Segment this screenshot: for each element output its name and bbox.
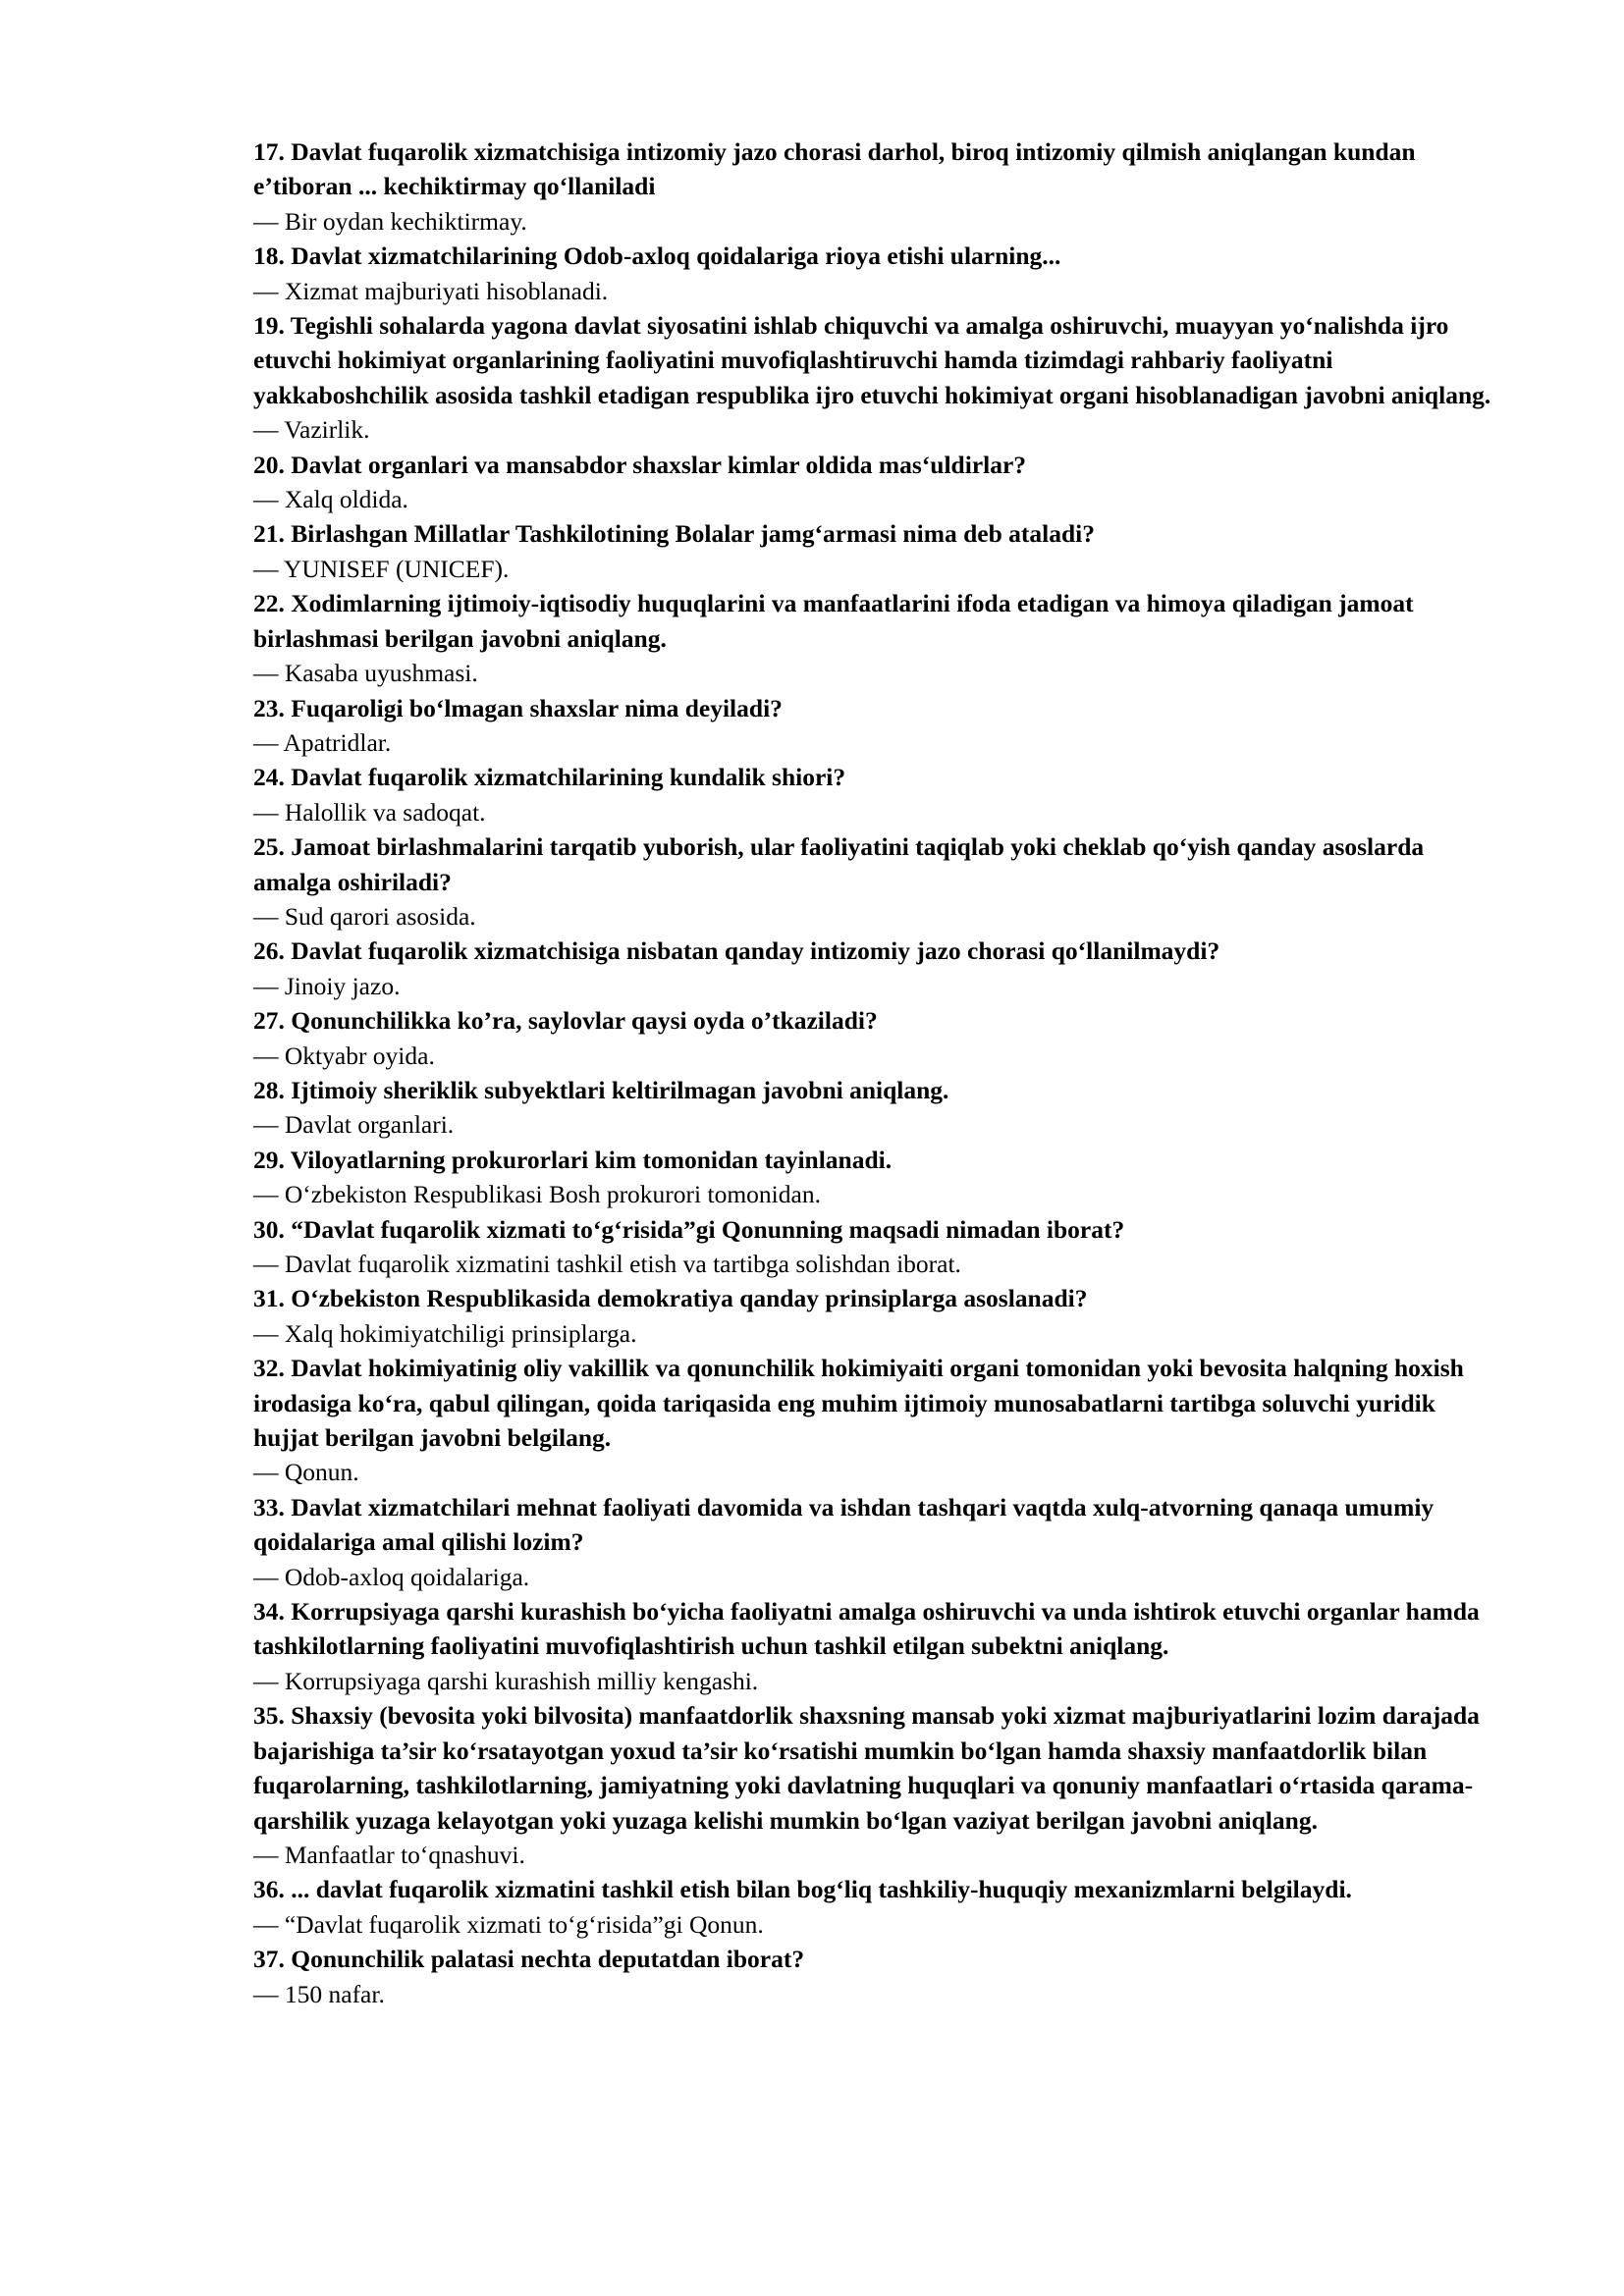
answer-37: — 150 nafar.: [253, 1979, 385, 2008]
question-29: 29. Viloyatlarning prokurorlari kim tomonidan tayinlanadi.: [253, 1145, 893, 1174]
question-36: 36. ... davlat fuqarolik xizmatini tashkil etish bilan bog‘liq tashkiliy-huquqiy mexanizmlarni belgilaydi.: [253, 1875, 1352, 1904]
answer-26: — Jinoiy jazo.: [253, 971, 401, 1000]
question-30: 30. “Davlat fuqarolik xizmati to‘g‘risida”gi Qonunning maqsadi nimadan iborat?: [253, 1214, 1125, 1244]
answer-24: — Halollik va sadoqat.: [253, 797, 486, 827]
answer-23: — Apatridlar.: [253, 727, 392, 757]
question-31: 31. O‘zbekiston Respublikasida demokratiya qanday prinsiplarga asoslanadi?: [253, 1284, 1088, 1313]
answer-21: — YUNISEF (UNICEF).: [253, 554, 510, 583]
answer-34: — Korrupsiyaga qarshi kurashish milliy kengashi.: [253, 1666, 759, 1695]
answer-29: — O‘zbekiston Respublikasi Bosh prokurori tomonidan.: [253, 1180, 821, 1209]
question-33: 33. Davlat xizmatchilari mehnat faoliyati davomida va ishdan tashqari vaqtda xulq-atvorning qanaqa umumiy qoidalariga amal qilishi lozim?: [253, 1492, 1435, 1557]
question-19: 19. Tegishli sohalarda yagona davlat siyosatini ishlab chiquvchi va amalga oshiruvchi, muayyan yo‘nalishda ijro etuvchi hokimiyat organlarining faoliyatini muvofiqlashtiruvchi hamda tizimdagi rahbariy faoliyatni yakkaboshchilik asosida tashkil etadigan respublika ijro etuvchi hokimiyat organi hisoblanadigan javobni aniqlang.: [253, 311, 1491, 409]
answer-25: — Sud qarori asosida.: [253, 901, 476, 931]
question-23: 23. Fuqaroligi bo‘lmagan shaxslar nima deyiladi?: [253, 693, 783, 722]
question-34: 34. Korrupsiyaga qarshi kurashish bo‘yicha faoliyatni amalga oshiruvchi va unda ishtirok etuvchi organlar hamda tashkilotlarning faoliyatini muvofiqlashtirish uchun tashkil etilgan subektni aniqlang.: [253, 1597, 1480, 1661]
question-20: 20. Davlat organlari va mansabdor shaxslar kimlar oldida mas‘uldirlar?: [253, 450, 1027, 479]
answer-36: — “Davlat fuqarolik xizmati to‘g‘risida”gi Qonun.: [253, 1909, 764, 1939]
question-25: 25. Jamoat birlashmalarini tarqatib yuborish, ular faoliyatini taqiqlab yoki cheklab qo‘yish qanday asoslarda amalga oshiriladi?: [253, 832, 1425, 896]
answer-33: — Odob-axloq qoidalariga.: [253, 1562, 530, 1591]
answer-20: — Xalq oldida.: [253, 485, 408, 514]
question-22: 22. Xodimlarning ijtimoiy-iqtisodiy huquqlarini va manfaatlarini ifoda etadigan va himoya qiladigan jamoat birlashmasi berilgan javobni aniqlang.: [253, 589, 1414, 653]
answer-35: — Manfaatlar to‘qnashuvi.: [253, 1840, 525, 1869]
question-24: 24. Davlat fuqarolik xizmatchilarining kundalik shiori?: [253, 763, 846, 792]
question-17: 17. Davlat fuqarolik xizmatchisiga intizomiy jazo chorasi darhol, biroq intizomiy qilmish aniqlangan kundan e’tiboran ... kechiktirmay qo‘llaniladi: [253, 137, 1416, 201]
question-35: 35. Shaxsiy (bevosita yoki bilvosita) manfaatdorlik shaxsning mansab yoki xizmat majburiyatlarini lozim darajada bajarishiga ta’sir ko‘rsatayotgan yoxud ta’sir ko‘rsatishi mumkin bo‘lgan hamda shaxsiy manfaatdorlik bilan fuqarolarning, tashkilotlarning, jamiyatning yoki davlatning huquqlari va qonuniy manfaatlari o‘rtasida qarama-qarshilik yuzaga kelayotgan yoki yuzaga kelishi mumkin bo‘lgan vaziyat berilgan javobni aniqlang.: [253, 1701, 1480, 1835]
answer-18: — Xizmat majburiyati hisoblanadi.: [253, 276, 609, 305]
document-page: [253, 134, 1500, 2011]
question-26: 26. Davlat fuqarolik xizmatchisiga nisbatan qanday intizomiy jazo chorasi qo‘llanilmaydi?: [253, 936, 1220, 966]
answer-22: — Kasaba uyushmasi.: [253, 659, 478, 688]
question-21: 21. Birlashgan Millatlar Tashkilotining Bolalar jamg‘armasi nima deb ataladi?: [253, 519, 1095, 549]
answer-17: — Bir oydan kechiktirmay.: [253, 206, 527, 236]
question-28: 28. Ijtimoiy sheriklik subyektlari keltirilmagan javobni aniqlang.: [253, 1075, 949, 1104]
answer-27: — Oktyabr oyida.: [253, 1041, 435, 1070]
answer-30: — Davlat fuqarolik xizmatini tashkil etish va tartibga solishdan iborat.: [253, 1250, 961, 1278]
answer-19: — Vazirlik.: [253, 415, 370, 445]
question-18: 18. Davlat xizmatchilarining Odob-axloq qoidalariga rioya etishi ularning...: [253, 241, 1061, 271]
question-37: 37. Qonunchilik palatasi nechta deputatdan iborat?: [253, 1945, 805, 1974]
answer-31: — Xalq hokimiyatchiligi prinsiplarga.: [253, 1318, 637, 1348]
answer-32: — Qonun.: [253, 1458, 359, 1487]
question-32: 32. Davlat hokimiyatinig oliy vakillik va qonunchilik hokimiyaiti organi tomonidan yoki bevosita halqning hoxish irodasiga ko‘ra, qabul qilingan, qoida tariqasida eng muhim ijtimoiy munosabatlarni tartibga soluvchi yuridik hujjat berilgan javobni belgilang.: [253, 1354, 1464, 1453]
question-27: 27. Qonunchilikka ko’ra, saylovlar qaysi oyda o’tkaziladi?: [253, 1006, 878, 1036]
answer-28: — Davlat organlari.: [253, 1110, 455, 1140]
